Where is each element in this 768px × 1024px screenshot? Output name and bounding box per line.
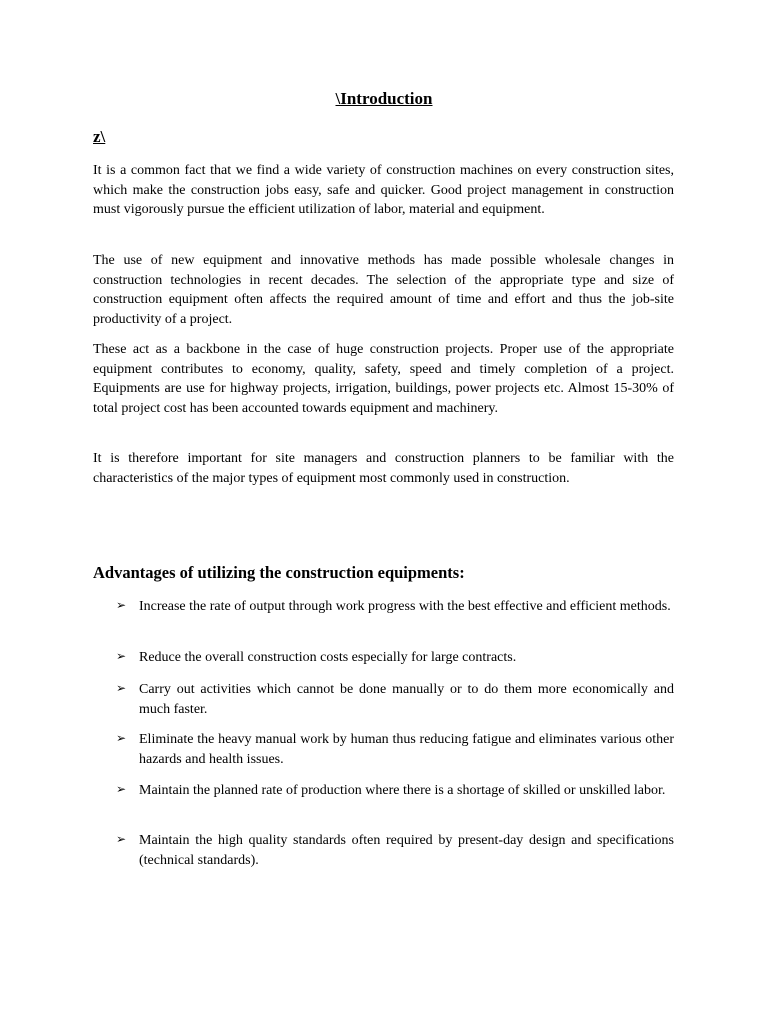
subheading: z\ <box>93 127 106 146</box>
intro-paragraph-4: It is therefore important for site managers and construction planners to be familiar with the characteristics of the major types of equipment most commonly used in construction. <box>93 451 674 486</box>
arrow-bullet-icon: ➢ <box>116 649 127 663</box>
intro-paragraph-3: These act as a backbone in the case of huge construction projects. Proper use of the appropriate equipment contributes to economy, quality, safety, speed and timely completion of a project. Equipments are use for highway projects, irrigation, buildings, power projects etc. Almost 15-30% of total project cost has been accounted towards equipment and machinery. <box>93 342 674 416</box>
page-title: \Introduction <box>335 89 433 108</box>
list-item-text: Maintain the planned rate of production where there is a shortage of skilled or unskilled labor. <box>139 783 666 798</box>
arrow-bullet-icon: ➢ <box>116 681 127 695</box>
list-item-text: Eliminate the heavy manual work by human thus reducing fatigue and eliminates various other hazards and health issues. <box>139 732 674 767</box>
list-item-text: Carry out activities which cannot be done manually or to do them more economically and much faster. <box>139 682 674 717</box>
list-item-text: Reduce the overall construction costs especially for large contracts. <box>139 650 517 665</box>
list-item-text: Maintain the high quality standards often required by present-day design and specifications (technical standards). <box>139 833 674 868</box>
intro-paragraph-2: The use of new equipment and innovative methods has made possible wholesale changes in construction technologies in recent decades. The selection of the appropriate type and size of construction equipment often affects the required amount of time and effort and thus the job-site productivity of a project. <box>93 253 674 327</box>
arrow-bullet-icon: ➢ <box>116 731 127 745</box>
arrow-bullet-icon: ➢ <box>116 598 127 612</box>
intro-paragraph-1: It is a common fact that we find a wide variety of construction machines on every construction sites, which make the construction jobs easy, safe and quicker. Good project management in construction must vigorously pursue the efficient utilization of labor, material and equipment. <box>93 163 674 217</box>
arrow-bullet-icon: ➢ <box>116 832 127 846</box>
advantages-heading: Advantages of utilizing the construction equipments: <box>93 563 465 582</box>
list-item-text: Increase the rate of output through work progress with the best effective and efficient methods. <box>139 599 671 614</box>
arrow-bullet-icon: ➢ <box>116 782 127 796</box>
